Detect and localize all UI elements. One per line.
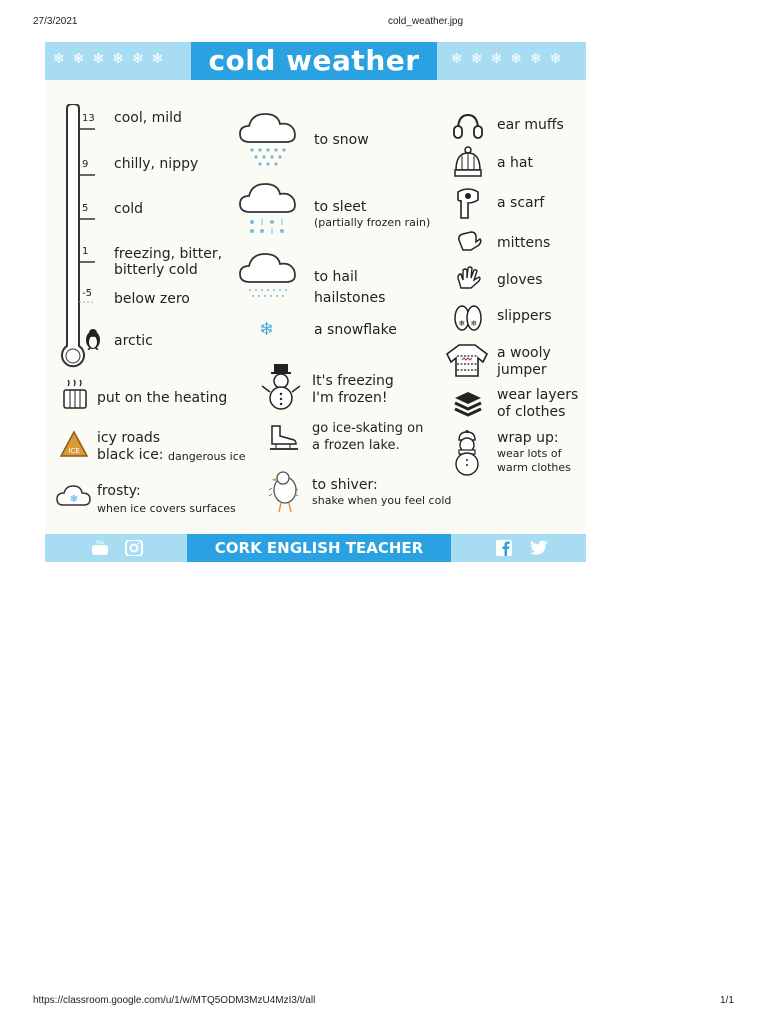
ice-sign-icon	[59, 430, 89, 458]
poster-title: cold weather	[208, 44, 420, 77]
hail-cloud-icon	[238, 250, 300, 302]
radiator-icon	[62, 378, 88, 410]
footer-brand: CORK ENGLISH TEACHER	[214, 539, 424, 557]
shivering-bird-icon	[267, 466, 301, 514]
footer-brand-box	[187, 534, 451, 562]
youtube-icon	[91, 540, 109, 556]
banner-snowflakes-left-icon: ❄❄❄❄❄❄	[53, 51, 172, 67]
im-frozen-label: I'm frozen!	[312, 390, 388, 406]
cold-weather-poster	[45, 42, 586, 562]
banner-snowflakes-right-icon: ❄❄❄❄❄❄	[451, 51, 570, 67]
scarf-icon	[454, 186, 482, 220]
wooly-label: a wooly	[497, 345, 551, 361]
facebook-icon	[495, 540, 513, 556]
cool-mild-label: cool, mild	[114, 110, 182, 126]
ice-sign-text: ICE	[68, 447, 80, 455]
icy-roads-label: icy roads	[97, 430, 161, 446]
layers-icon	[453, 390, 483, 418]
print-date: 27/3/2021	[33, 16, 78, 27]
snowflake-label: a snowflake	[314, 322, 397, 338]
to-hail-label: to hail	[314, 269, 358, 285]
ice-skate-icon	[268, 424, 300, 452]
its-freezing-label: It's freezing	[312, 373, 394, 389]
sleet-cloud-icon	[238, 180, 300, 236]
wrapped-snowman-icon	[449, 430, 485, 476]
svg-text:❄: ❄	[470, 319, 478, 328]
to-sleet-label: to sleet	[314, 199, 367, 215]
heating-label: put on the heating	[97, 390, 228, 406]
below-zero-text: below zero	[114, 291, 190, 307]
of-clothes-label: of clothes	[497, 404, 566, 420]
wrap-up-label: wrap up:	[497, 430, 559, 446]
mittens-label: mittens	[497, 235, 551, 251]
gloves-label: gloves	[497, 272, 543, 288]
slippers-label: slippers	[497, 308, 552, 324]
title-banner	[45, 42, 586, 80]
hat-label: a hat	[497, 155, 533, 171]
slippers-icon	[453, 304, 483, 334]
temp-9: 9	[82, 159, 89, 170]
ear-muffs-label: ear muffs	[497, 117, 564, 133]
title-box	[191, 42, 437, 80]
ear-muffs-icon	[453, 112, 483, 140]
ice-skating-label: go ice-skating on	[312, 421, 424, 436]
gloves-icon	[455, 266, 483, 292]
print-filename: cold_weather.jpg	[388, 16, 464, 27]
mittens-icon	[455, 230, 483, 254]
instagram-icon	[125, 540, 143, 556]
black-ice-label: black ice:	[97, 447, 164, 463]
shiver-definition: shake when you feel cold	[312, 494, 452, 507]
print-page-number: 1/1	[720, 995, 734, 1006]
print-url: https://classroom.google.com/u/1/w/MTQ5ODM3MzU4MzI3/t/all	[33, 995, 316, 1006]
arctic-label: arctic	[114, 333, 153, 349]
jumper-label: jumper	[497, 362, 547, 378]
snowflake-icon: ❄	[259, 319, 275, 340]
bitterly-cold-label: bitterly cold	[114, 262, 198, 278]
frosty-label: frosty:	[97, 483, 141, 499]
temp-1: 1	[82, 246, 89, 257]
jumper-icon	[445, 342, 489, 378]
wrap-definition-1: wear lots of	[497, 447, 562, 460]
temp-13: 13	[82, 113, 95, 124]
temp-minus-5: -5	[82, 288, 92, 299]
wrap-definition-2: warm clothes	[497, 461, 571, 474]
black-ice-definition: dangerous ice	[168, 450, 246, 463]
cold-label: cold	[114, 201, 144, 217]
poster-footer	[45, 534, 586, 562]
temp-5: 5	[82, 203, 89, 214]
scarf-label: a scarf	[497, 195, 545, 211]
snow-cloud-icon	[238, 110, 300, 168]
to-snow-label: to snow	[314, 132, 369, 148]
snowman-icon	[261, 364, 301, 410]
frozen-lake-label: a frozen lake.	[312, 438, 400, 453]
chilly-nippy-label: chilly, nippy	[114, 156, 199, 172]
penguin-icon	[83, 328, 103, 350]
hailstones-label: hailstones	[314, 290, 386, 306]
svg-text:You: You	[95, 540, 105, 546]
freezing-bitter-label: freezing, bitter,	[114, 246, 223, 262]
twitter-icon	[529, 540, 549, 556]
frost-cloud-icon	[55, 483, 93, 509]
svg-text:❄: ❄	[69, 494, 79, 505]
sleet-definition: (partially frozen rain)	[314, 216, 431, 229]
to-shiver-label: to shiver:	[312, 477, 378, 493]
wear-layers-label: wear layers	[497, 387, 579, 403]
svg-text:❄: ❄	[458, 319, 466, 328]
frosty-definition: when ice covers surfaces	[97, 502, 236, 515]
hat-icon	[453, 146, 483, 178]
